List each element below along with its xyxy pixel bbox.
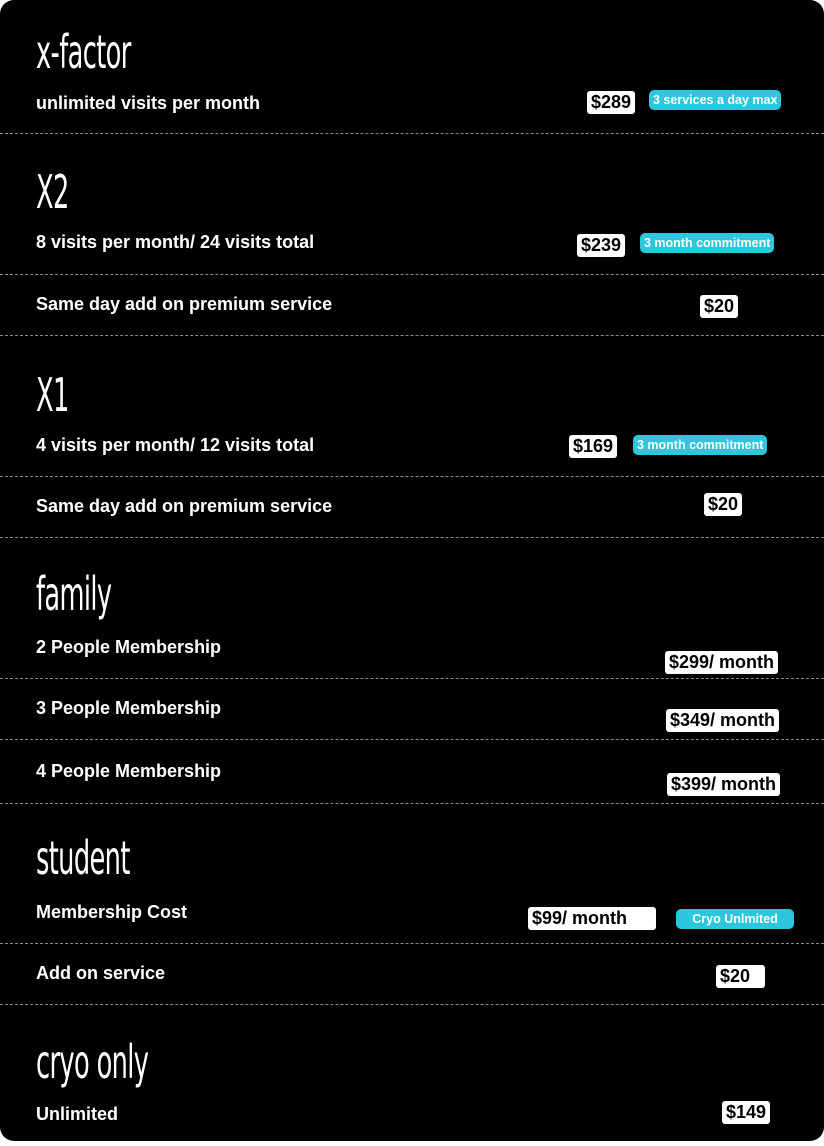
plan-heading-x1: X1 — [36, 368, 69, 422]
info-badge: 3 month commitment — [640, 233, 774, 253]
plan-row-label — [36, 92, 260, 114]
price-tag: $99/ month — [528, 907, 656, 930]
divider — [0, 1004, 824, 1005]
info-badge: 3 month commitment — [633, 435, 767, 455]
divider — [0, 803, 824, 804]
divider — [0, 537, 824, 538]
divider — [0, 678, 824, 679]
plan-row-label: Membership Cost — [36, 902, 188, 922]
divider — [0, 335, 824, 336]
divider — [0, 476, 824, 477]
info-badge: Cryo Unlmited — [676, 909, 794, 929]
label-text: visits per month — [116, 93, 261, 113]
price-tag: $289 — [587, 91, 635, 114]
plan-heading-family: family — [36, 567, 112, 621]
plan-row-label: Same day add on premium service — [36, 294, 333, 314]
plan-heading-cryo: cryo only — [36, 1035, 149, 1089]
divider — [0, 133, 824, 134]
plan-row-label: Same day add on premium service — [36, 496, 333, 516]
divider — [0, 739, 824, 740]
price-tag: $399/ month — [667, 773, 780, 796]
price-tag: $349/ month — [666, 709, 779, 732]
price-tag: $20 — [716, 965, 765, 988]
info-badge: 3 services a day max — [649, 90, 781, 110]
price-tag: $299/ month — [665, 651, 778, 674]
price-tag: $20 — [704, 493, 742, 516]
price-tag: $20 — [700, 295, 738, 318]
plan-row-label: 3 People Membership — [36, 698, 222, 718]
plan-row-label: 4 People Membership — [36, 761, 222, 781]
divider — [0, 943, 824, 944]
label-emphasis: unlimited — [36, 93, 116, 113]
price-tag: $239 — [577, 234, 625, 257]
plan-row-label: 2 People Membership — [36, 637, 222, 657]
plan-heading-x2: X2 — [36, 165, 69, 219]
plan-heading-xfactor: x-factor — [36, 25, 131, 79]
price-tag: $169 — [569, 435, 617, 458]
price-tag: $149 — [722, 1101, 770, 1124]
plan-row-label: Add on service — [36, 963, 166, 983]
plan-row-label: 4 visits per month/ 12 visits total — [36, 435, 315, 455]
plan-heading-student: student — [36, 831, 130, 885]
plan-row-label: 8 visits per month/ 24 visits total — [36, 232, 315, 252]
divider — [0, 274, 824, 275]
plan-row-label: Unlimited — [36, 1104, 119, 1124]
